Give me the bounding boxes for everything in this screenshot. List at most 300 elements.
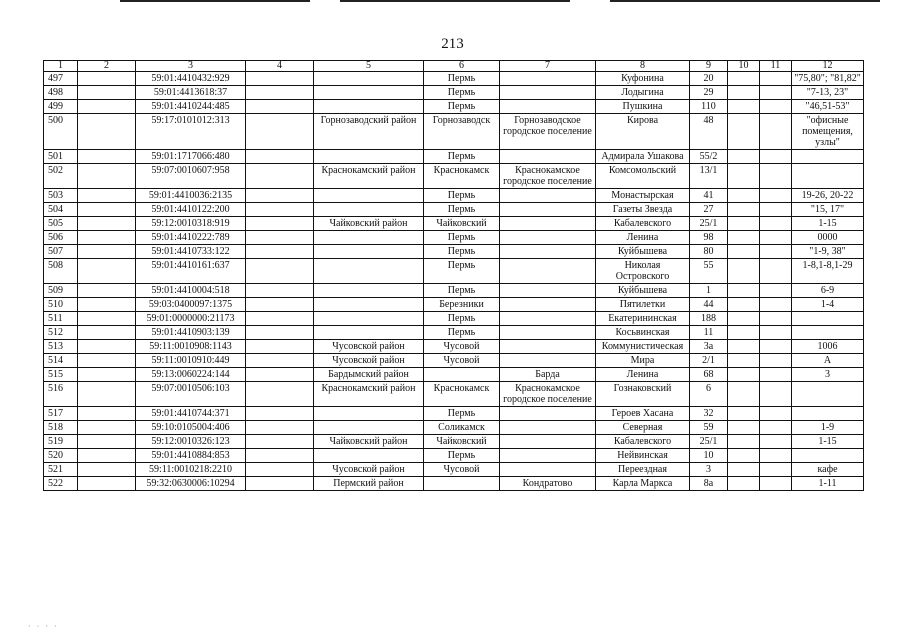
column-number-header: 12 <box>792 61 864 72</box>
table-cell-col-6: Пермь <box>424 100 500 114</box>
table-cell-col-1: 510 <box>44 298 78 312</box>
table-cell-col-9: 27 <box>690 203 728 217</box>
table-cell-col-2 <box>78 259 136 284</box>
table-cell-col-10 <box>728 298 760 312</box>
table-cell-col-4 <box>246 72 314 86</box>
table-cell-col-5 <box>314 150 424 164</box>
table-cell-col-3: 59:12:0010318:919 <box>136 217 246 231</box>
table-cell-col-2 <box>78 231 136 245</box>
table-cell-col-6: Чусовой <box>424 340 500 354</box>
table-cell-col-4 <box>246 231 314 245</box>
table-cell-col-4 <box>246 298 314 312</box>
table-cell-col-8: Кабалевского <box>596 435 690 449</box>
table-cell-col-11 <box>760 340 792 354</box>
table-cell-col-7 <box>500 326 596 340</box>
table-row <box>44 312 864 326</box>
table-cell-col-3: 59:11:0010908:1143 <box>136 340 246 354</box>
table-cell-col-2 <box>78 245 136 259</box>
table-cell-col-3: 59:11:0010218:2210 <box>136 463 246 477</box>
table-cell-col-7 <box>500 435 596 449</box>
table-cell-col-5: Чайковский район <box>314 435 424 449</box>
table-cell-col-6: Чайковский <box>424 435 500 449</box>
table-cell-col-12: "15, 17" <box>792 203 864 217</box>
table-cell-col-6: Краснокамск <box>424 382 500 407</box>
table-cell-col-5 <box>314 203 424 217</box>
table-cell-col-11 <box>760 114 792 150</box>
table-cell-col-2 <box>78 284 136 298</box>
table-cell-col-10 <box>728 326 760 340</box>
table-cell-col-9: 98 <box>690 231 728 245</box>
table-cell-col-9: 68 <box>690 368 728 382</box>
table-cell-col-12 <box>792 407 864 421</box>
table-cell-col-2 <box>78 100 136 114</box>
table-cell-col-8: Екатерининская <box>596 312 690 326</box>
table-cell-col-4 <box>246 203 314 217</box>
table-cell-col-7 <box>500 150 596 164</box>
table-cell-col-11 <box>760 164 792 189</box>
table-cell-col-1: 501 <box>44 150 78 164</box>
table-cell-col-8: Комсомольский <box>596 164 690 189</box>
table-cell-col-1: 515 <box>44 368 78 382</box>
table-cell-col-2 <box>78 477 136 491</box>
table-cell-col-10 <box>728 354 760 368</box>
table-cell-col-1: 504 <box>44 203 78 217</box>
table-cell-col-6: Соликамск <box>424 421 500 435</box>
table-cell-col-11 <box>760 150 792 164</box>
table-cell-col-6: Пермь <box>424 203 500 217</box>
scan-corner-marks: · · · · <box>28 622 59 631</box>
table-cell-col-12 <box>792 326 864 340</box>
table-cell-col-6: Горнозаводск <box>424 114 500 150</box>
table-cell-col-1: 498 <box>44 86 78 100</box>
table-cell-col-4 <box>246 86 314 100</box>
table-cell-col-11 <box>760 477 792 491</box>
page-number: 213 <box>441 36 464 52</box>
table-cell-col-10 <box>728 463 760 477</box>
table-cell-col-5 <box>314 407 424 421</box>
table-cell-col-2 <box>78 72 136 86</box>
table-cell-col-8: Мира <box>596 354 690 368</box>
table-cell-col-1: 511 <box>44 312 78 326</box>
table-cell-col-10 <box>728 164 760 189</box>
table-cell-col-4 <box>246 435 314 449</box>
table-cell-col-6: Пермь <box>424 189 500 203</box>
table-cell-col-2 <box>78 421 136 435</box>
table-cell-col-3: 59:17:0101012:313 <box>136 114 246 150</box>
table-cell-col-10 <box>728 340 760 354</box>
scan-top-rule-mid <box>340 0 570 2</box>
table-cell-col-3: 59:01:4410161:637 <box>136 259 246 284</box>
column-number-header: 4 <box>246 61 314 72</box>
table-cell-col-11 <box>760 203 792 217</box>
table-body <box>44 72 864 491</box>
table-cell-col-12: кафе <box>792 463 864 477</box>
column-number-header: 6 <box>424 61 500 72</box>
table-cell-col-8: Гознаковский <box>596 382 690 407</box>
table-cell-col-10 <box>728 72 760 86</box>
table-cell-col-5 <box>314 100 424 114</box>
table-cell-col-3: 59:01:0000000:21173 <box>136 312 246 326</box>
table-cell-col-3: 59:01:4410004:518 <box>136 284 246 298</box>
table-cell-col-12: "1-9, 38" <box>792 245 864 259</box>
table-cell-col-2 <box>78 150 136 164</box>
table-cell-col-6: Чусовой <box>424 354 500 368</box>
table-cell-col-7 <box>500 298 596 312</box>
table-cell-col-1: 507 <box>44 245 78 259</box>
table-cell-col-5 <box>314 259 424 284</box>
table-cell-col-3: 59:01:4410733:122 <box>136 245 246 259</box>
table-cell-col-10 <box>728 382 760 407</box>
table-cell-col-2 <box>78 382 136 407</box>
table-cell-col-8: Кирова <box>596 114 690 150</box>
table-cell-col-9: 188 <box>690 312 728 326</box>
table-cell-col-8: Пятилетки <box>596 298 690 312</box>
table-cell-col-5: Чусовской район <box>314 340 424 354</box>
table-cell-col-7: Кондратово <box>500 477 596 491</box>
table-cell-col-5: Краснокамский район <box>314 382 424 407</box>
table-row <box>44 86 864 100</box>
table-cell-col-6: Пермь <box>424 449 500 463</box>
table-cell-col-8: Куфонина <box>596 72 690 86</box>
table-cell-col-10 <box>728 245 760 259</box>
table-cell-col-9: 3 <box>690 463 728 477</box>
table-cell-col-4 <box>246 449 314 463</box>
table-cell-col-6 <box>424 477 500 491</box>
table-row <box>44 435 864 449</box>
table-cell-col-12: "75,80"; "81,82" <box>792 72 864 86</box>
table-cell-col-10 <box>728 150 760 164</box>
table-cell-col-4 <box>246 164 314 189</box>
table-cell-col-1: 514 <box>44 354 78 368</box>
column-number-header: 11 <box>760 61 792 72</box>
table-cell-col-6: Краснокамск <box>424 164 500 189</box>
table-cell-col-12: 1-15 <box>792 435 864 449</box>
table-cell-col-9: 6 <box>690 382 728 407</box>
table-cell-col-11 <box>760 189 792 203</box>
table-cell-col-11 <box>760 231 792 245</box>
table-cell-col-11 <box>760 449 792 463</box>
table-cell-col-5 <box>314 86 424 100</box>
table-cell-col-3: 59:01:4410884:853 <box>136 449 246 463</box>
table-cell-col-12 <box>792 150 864 164</box>
table-cell-col-8: Коммунистическая <box>596 340 690 354</box>
table-cell-col-5 <box>314 421 424 435</box>
table-cell-col-6: Чусовой <box>424 463 500 477</box>
table-cell-col-9: 10 <box>690 449 728 463</box>
table-cell-col-8: Газеты Звезда <box>596 203 690 217</box>
table-cell-col-3: 59:03:0400097:1375 <box>136 298 246 312</box>
table-cell-col-5 <box>314 189 424 203</box>
table-cell-col-9: 48 <box>690 114 728 150</box>
table-cell-col-9: 41 <box>690 189 728 203</box>
table-cell-col-3: 59:01:4410222:789 <box>136 231 246 245</box>
table-cell-col-8: Николая Островского <box>596 259 690 284</box>
table-cell-col-11 <box>760 354 792 368</box>
table-cell-col-10 <box>728 259 760 284</box>
column-number-header-row <box>44 61 864 72</box>
table-cell-col-11 <box>760 368 792 382</box>
table-cell-col-7 <box>500 100 596 114</box>
table-cell-col-10 <box>728 217 760 231</box>
table-cell-col-7 <box>500 245 596 259</box>
table-cell-col-4 <box>246 326 314 340</box>
table-cell-col-7 <box>500 354 596 368</box>
table-cell-col-5 <box>314 231 424 245</box>
table-cell-col-7: Краснокамское городское поселение <box>500 382 596 407</box>
table-cell-col-2 <box>78 407 136 421</box>
table-cell-col-4 <box>246 354 314 368</box>
table-cell-col-10 <box>728 449 760 463</box>
table-cell-col-4 <box>246 421 314 435</box>
table-cell-col-11 <box>760 86 792 100</box>
table-cell-col-6 <box>424 368 500 382</box>
table-row <box>44 368 864 382</box>
table-cell-col-4 <box>246 407 314 421</box>
table-row <box>44 463 864 477</box>
table-cell-col-1: 500 <box>44 114 78 150</box>
table-cell-col-4 <box>246 114 314 150</box>
table-cell-col-12 <box>792 164 864 189</box>
table-row <box>44 340 864 354</box>
table-cell-col-4 <box>246 284 314 298</box>
table-cell-col-7: Горнозаводское городское поселение <box>500 114 596 150</box>
table-cell-col-9: 55 <box>690 259 728 284</box>
table-cell-col-9: 55/2 <box>690 150 728 164</box>
table-cell-col-3: 59:10:0105004:406 <box>136 421 246 435</box>
table-cell-col-11 <box>760 72 792 86</box>
table-cell-col-3: 59:01:4410122:200 <box>136 203 246 217</box>
table-row <box>44 203 864 217</box>
table-cell-col-11 <box>760 100 792 114</box>
table-cell-col-2 <box>78 435 136 449</box>
table-cell-col-3: 59:07:0010506:103 <box>136 382 246 407</box>
registry-table <box>43 60 864 491</box>
table-cell-col-5: Чусовской район <box>314 354 424 368</box>
table-cell-col-12: А <box>792 354 864 368</box>
table-cell-col-5 <box>314 298 424 312</box>
table-cell-col-11 <box>760 298 792 312</box>
table-cell-col-4 <box>246 382 314 407</box>
table-cell-col-6: Березники <box>424 298 500 312</box>
table-cell-col-7 <box>500 203 596 217</box>
scan-top-rule-right <box>610 0 880 2</box>
table-cell-col-1: 512 <box>44 326 78 340</box>
table-cell-col-8: Переездная <box>596 463 690 477</box>
table-cell-col-11 <box>760 463 792 477</box>
table-cell-col-2 <box>78 463 136 477</box>
column-number-header: 1 <box>44 61 78 72</box>
table-cell-col-5 <box>314 449 424 463</box>
table-cell-col-9: 8а <box>690 477 728 491</box>
table-cell-col-5: Бардымский район <box>314 368 424 382</box>
table-cell-col-12: 0000 <box>792 231 864 245</box>
table-cell-col-4 <box>246 312 314 326</box>
table-cell-col-3: 59:01:1717066:480 <box>136 150 246 164</box>
table-cell-col-8: Косьвинская <box>596 326 690 340</box>
table-cell-col-7 <box>500 407 596 421</box>
table-cell-col-4 <box>246 463 314 477</box>
table-cell-col-5: Чайковский район <box>314 217 424 231</box>
table-cell-col-12: 3 <box>792 368 864 382</box>
table-cell-col-10 <box>728 86 760 100</box>
table-cell-col-2 <box>78 164 136 189</box>
table-cell-col-9: 2/1 <box>690 354 728 368</box>
table-row <box>44 449 864 463</box>
table-cell-col-12: "7-13, 23" <box>792 86 864 100</box>
table-cell-col-11 <box>760 382 792 407</box>
table-cell-col-9: 20 <box>690 72 728 86</box>
table-row <box>44 354 864 368</box>
table-cell-col-4 <box>246 217 314 231</box>
table-cell-col-7 <box>500 449 596 463</box>
table-cell-col-12: 1006 <box>792 340 864 354</box>
table-cell-col-8: Куйбышева <box>596 284 690 298</box>
column-number-header: 10 <box>728 61 760 72</box>
table-cell-col-4 <box>246 150 314 164</box>
table-cell-col-6: Пермь <box>424 259 500 284</box>
table-cell-col-5: Краснокамский район <box>314 164 424 189</box>
table-cell-col-11 <box>760 421 792 435</box>
table-cell-col-9: 3а <box>690 340 728 354</box>
table-cell-col-1: 505 <box>44 217 78 231</box>
table-cell-col-10 <box>728 421 760 435</box>
table-cell-col-6: Пермь <box>424 407 500 421</box>
table-cell-col-11 <box>760 259 792 284</box>
table-cell-col-10 <box>728 477 760 491</box>
table-cell-col-4 <box>246 189 314 203</box>
column-number-header: 2 <box>78 61 136 72</box>
column-number-header: 5 <box>314 61 424 72</box>
table-cell-col-4 <box>246 245 314 259</box>
table-cell-col-1: 520 <box>44 449 78 463</box>
table-cell-col-7 <box>500 217 596 231</box>
table-cell-col-9: 25/1 <box>690 217 728 231</box>
table-cell-col-12 <box>792 382 864 407</box>
column-number-header: 8 <box>596 61 690 72</box>
table-cell-col-1: 522 <box>44 477 78 491</box>
table-cell-col-4 <box>246 368 314 382</box>
table-cell-col-1: 508 <box>44 259 78 284</box>
table-cell-col-12: 1-11 <box>792 477 864 491</box>
table-cell-col-9: 80 <box>690 245 728 259</box>
table-cell-col-12: 1-15 <box>792 217 864 231</box>
table-row <box>44 100 864 114</box>
table-cell-col-9: 1 <box>690 284 728 298</box>
table-cell-col-5 <box>314 312 424 326</box>
table-cell-col-2 <box>78 203 136 217</box>
table-cell-col-10 <box>728 407 760 421</box>
table-cell-col-3: 59:13:0060224:144 <box>136 368 246 382</box>
table-row <box>44 382 864 407</box>
table-cell-col-2 <box>78 298 136 312</box>
table-cell-col-5: Пермский район <box>314 477 424 491</box>
table-row <box>44 421 864 435</box>
table-cell-col-5 <box>314 245 424 259</box>
table-cell-col-5 <box>314 72 424 86</box>
table-cell-col-2 <box>78 354 136 368</box>
table-cell-col-12: 6-9 <box>792 284 864 298</box>
table-cell-col-10 <box>728 312 760 326</box>
table-cell-col-10 <box>728 368 760 382</box>
table-cell-col-8: Лодыгина <box>596 86 690 100</box>
table-row <box>44 231 864 245</box>
table-cell-col-8: Героев Хасана <box>596 407 690 421</box>
table-cell-col-4 <box>246 100 314 114</box>
table-cell-col-6: Пермь <box>424 312 500 326</box>
table-cell-col-10 <box>728 231 760 245</box>
table-cell-col-7: Краснокамское городское поселение <box>500 164 596 189</box>
table-cell-col-9: 13/1 <box>690 164 728 189</box>
table-row <box>44 114 864 150</box>
scan-top-rule-left <box>120 0 310 2</box>
table-cell-col-10 <box>728 203 760 217</box>
table-cell-col-8: Пушкина <box>596 100 690 114</box>
table-cell-col-2 <box>78 114 136 150</box>
table-cell-col-7 <box>500 340 596 354</box>
table-cell-col-1: 499 <box>44 100 78 114</box>
table-cell-col-1: 517 <box>44 407 78 421</box>
table-cell-col-7: Барда <box>500 368 596 382</box>
table-cell-col-1: 506 <box>44 231 78 245</box>
table-cell-col-1: 518 <box>44 421 78 435</box>
table-cell-col-3: 59:01:4413618:37 <box>136 86 246 100</box>
table-cell-col-6: Пермь <box>424 245 500 259</box>
table-cell-col-12: 1-9 <box>792 421 864 435</box>
table-cell-col-5 <box>314 326 424 340</box>
table-row <box>44 407 864 421</box>
table-cell-col-8: Ленина <box>596 368 690 382</box>
table-row <box>44 259 864 284</box>
table-cell-col-2 <box>78 189 136 203</box>
table-cell-col-3: 59:11:0010910:449 <box>136 354 246 368</box>
table-row <box>44 284 864 298</box>
table-cell-col-7 <box>500 86 596 100</box>
table-cell-col-2 <box>78 86 136 100</box>
table-cell-col-5 <box>314 284 424 298</box>
table-cell-col-7 <box>500 259 596 284</box>
table-cell-col-3: 59:01:4410432:929 <box>136 72 246 86</box>
table-cell-col-6: Чайковский <box>424 217 500 231</box>
table-cell-col-2 <box>78 326 136 340</box>
table-cell-col-6: Пермь <box>424 231 500 245</box>
table-cell-col-9: 29 <box>690 86 728 100</box>
table-row <box>44 298 864 312</box>
table-cell-col-11 <box>760 435 792 449</box>
table-cell-col-7 <box>500 312 596 326</box>
table-cell-col-1: 497 <box>44 72 78 86</box>
table-cell-col-2 <box>78 217 136 231</box>
table-cell-col-3: 59:01:4410036:2135 <box>136 189 246 203</box>
column-number-header: 3 <box>136 61 246 72</box>
table-cell-col-11 <box>760 284 792 298</box>
table-cell-col-12: 19-26, 20-22 <box>792 189 864 203</box>
table-cell-col-5: Чусовской район <box>314 463 424 477</box>
table-cell-col-1: 519 <box>44 435 78 449</box>
table-cell-col-11 <box>760 312 792 326</box>
table-row <box>44 164 864 189</box>
table-row <box>44 217 864 231</box>
table-cell-col-7 <box>500 189 596 203</box>
table-cell-col-8: Ленина <box>596 231 690 245</box>
table-cell-col-3: 59:01:4410903:139 <box>136 326 246 340</box>
table-cell-col-1: 502 <box>44 164 78 189</box>
table-cell-col-8: Карла Маркса <box>596 477 690 491</box>
table-cell-col-8: Куйбышева <box>596 245 690 259</box>
table-cell-col-11 <box>760 245 792 259</box>
table-cell-col-1: 503 <box>44 189 78 203</box>
table-cell-col-6: Пермь <box>424 150 500 164</box>
table-cell-col-9: 110 <box>690 100 728 114</box>
